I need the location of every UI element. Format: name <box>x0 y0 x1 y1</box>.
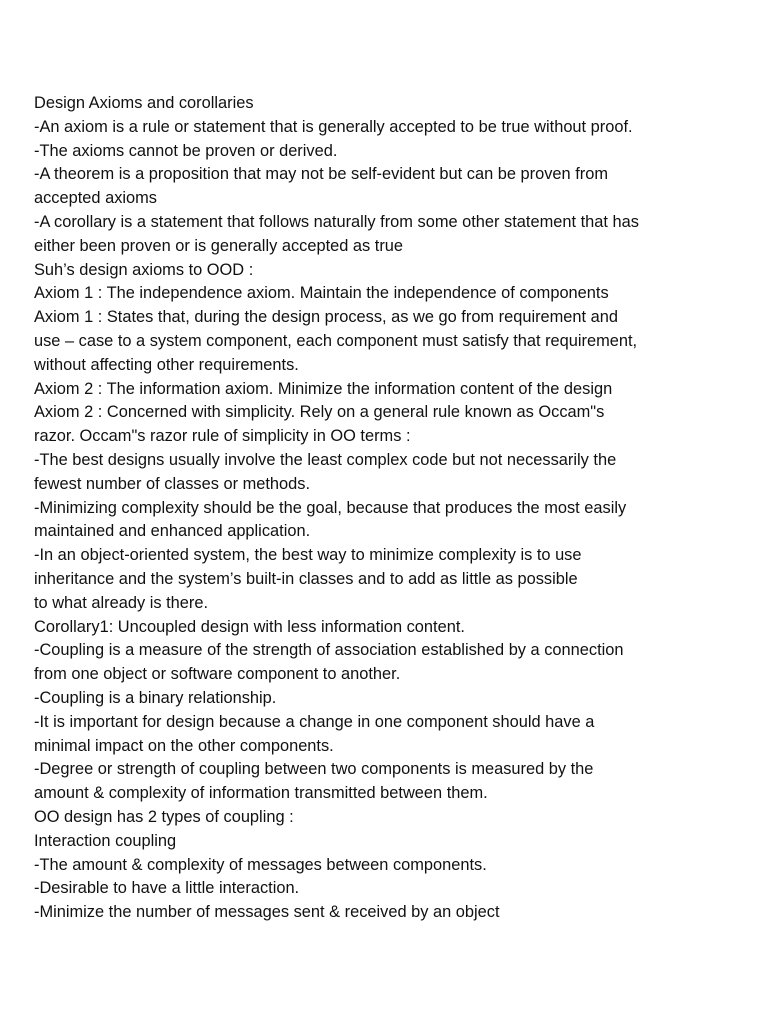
section-heading: Corollary1: Uncoupled design with less information content. <box>34 617 465 636</box>
text-line: -Coupling is a measure of the strength of association established by a connection <box>34 641 624 660</box>
text-line: from one object or software component to another. <box>34 665 401 684</box>
text-line: -A corollary is a statement that follows naturally from some other statement that has <box>34 212 639 231</box>
text-line: -Minimizing complexity should be the goal, because that produces the most easily <box>34 498 627 517</box>
text-line: Axiom 1 : States that, during the design process, as we go from requirement and <box>34 308 618 327</box>
text-line: -Degree or strength of coupling between two components is measured by the <box>34 760 594 779</box>
text-line: without affecting other requirements. <box>34 355 299 374</box>
text-line: -A theorem is a proposition that may not be self-evident but can be proven from <box>34 165 608 184</box>
text-line: to what already is there. <box>34 593 209 612</box>
document-title: Design Axioms and corollaries <box>34 94 254 112</box>
subsection-heading: Interaction coupling <box>34 831 177 850</box>
text-line: fewest number of classes or methods. <box>34 474 311 493</box>
text-line: inheritance and the system’s built-in classes and to add as little as possible <box>34 569 578 588</box>
text-line: either been proven or is generally accepted as true <box>34 236 404 255</box>
section-heading: Suh’s design axioms to OOD : <box>34 260 254 279</box>
text-line: minimal impact on the other components. <box>34 736 334 755</box>
document-body <box>34 92 754 925</box>
text-line: -Minimize the number of messages sent & received by an object <box>34 903 500 922</box>
text-line: -The axioms cannot be proven or derived. <box>34 141 338 160</box>
text-line: maintained and enhanced application. <box>34 522 311 541</box>
text-line: -It is important for design because a change in one component should have a <box>34 712 595 731</box>
text-line: accepted axioms <box>34 189 157 208</box>
text-line: razor. Occam"s razor rule of simplicity in OO terms : <box>34 427 411 446</box>
text-line: -In an object-oriented system, the best way to minimize complexity is to use <box>34 546 582 565</box>
text-line: -Coupling is a binary relationship. <box>34 688 277 707</box>
text-line: Axiom 1 : The independence axiom. Maintain the independence of components <box>34 284 609 303</box>
text-line: -Desirable to have a little interaction. <box>34 879 300 898</box>
text-line: -The amount & complexity of messages between components. <box>34 855 487 874</box>
text-line: -The best designs usually involve the least complex code but not necessarily the <box>34 450 617 469</box>
text-line: amount & complexity of information transmitted between them. <box>34 784 488 803</box>
text-line: -An axiom is a rule or statement that is generally accepted to be true without proof. <box>34 117 633 136</box>
text-line: Axiom 2 : Concerned with simplicity. Rely on a general rule known as Occam"s <box>34 403 605 422</box>
text-line: use – case to a system component, each component must satisfy that requirement, <box>34 331 638 350</box>
text-line: Axiom 2 : The information axiom. Minimize the information content of the design <box>34 379 613 398</box>
section-heading: OO design has 2 types of coupling : <box>34 807 294 826</box>
